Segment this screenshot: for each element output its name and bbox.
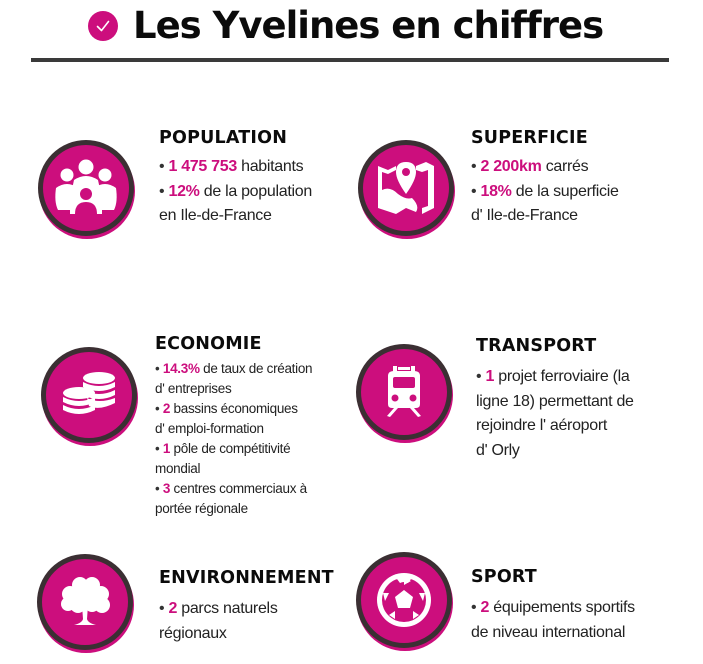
stat-line: • 2 parcs naturels [159, 600, 278, 617]
stat-line: • 2 bassins économiques [155, 401, 298, 416]
soccer-ball-icon [356, 552, 452, 648]
stat-value: 18% [480, 182, 512, 200]
stat-value: 2 [162, 401, 171, 416]
section-heading: SUPERFICIE [471, 128, 588, 148]
stat-line: de niveau international [471, 623, 626, 641]
stat-value: 1 [162, 441, 171, 456]
header [0, 0, 703, 62]
section-heading: ENVIRONNEMENT [159, 568, 334, 588]
stat-line: • 1 projet ferroviaire (la [476, 368, 630, 385]
stat-line: en Ile-de-France [159, 207, 272, 224]
check-circle-icon [88, 11, 118, 41]
stat-line: • 2 équipements sportifs [471, 599, 635, 616]
coins-stack-icon [41, 347, 137, 443]
stat-line: • 1 pôle de compétitivité [155, 441, 291, 456]
stat-line: • 18% de la superficie [471, 182, 619, 200]
stat-value: 12% [168, 182, 200, 200]
stat-value: 1 [485, 368, 495, 385]
stat-line: d' Orly [476, 441, 520, 459]
stat-value: 2 [168, 600, 178, 617]
section-heading: POPULATION [159, 128, 288, 148]
tree-icon [37, 554, 133, 650]
stat-value: 2 200km [480, 158, 542, 175]
stat-value: 1 475 753 [168, 158, 237, 175]
stat-line: rejoindre l' aéroport [476, 417, 608, 434]
stat-line: ligne 18) permettant de [476, 392, 634, 410]
section-heading: ECONOMIE [155, 334, 262, 354]
title-divider [31, 58, 669, 62]
environnement-text [159, 567, 334, 646]
stat-value: 3 [162, 481, 171, 496]
population-text [159, 127, 312, 229]
stat-line: • 1 475 753 habitants [159, 158, 304, 175]
stat-line: d' entreprises [155, 381, 232, 396]
page-title: Les Yvelines en chiffres [133, 4, 604, 47]
stat-value: 14.3% [162, 361, 200, 376]
stat-line: portée régionale [155, 501, 248, 516]
section-heading: SPORT [471, 567, 537, 587]
sport-text [471, 566, 635, 645]
stat-value: 2 [480, 599, 490, 616]
map-pin-icon [358, 140, 454, 236]
stat-line: d' emploi-formation [155, 421, 264, 436]
title-wrap [88, 6, 603, 46]
stat-line: mondial [155, 461, 201, 476]
stat-line: régionaux [159, 624, 227, 642]
train-icon [356, 344, 452, 440]
stat-line: • 3 centres commerciaux à [155, 481, 307, 496]
transport-text [476, 335, 634, 463]
stat-line: • 12% de la population [159, 182, 312, 200]
stat-line: • 2 200km carrés [471, 158, 589, 175]
stat-line: • 14.3% de taux de création [155, 361, 313, 376]
stat-line: d' Ile-de-France [471, 207, 578, 224]
people-group-icon [38, 140, 134, 236]
superficie-text [471, 127, 619, 229]
section-heading: TRANSPORT [476, 336, 597, 356]
economie-text [155, 333, 312, 519]
